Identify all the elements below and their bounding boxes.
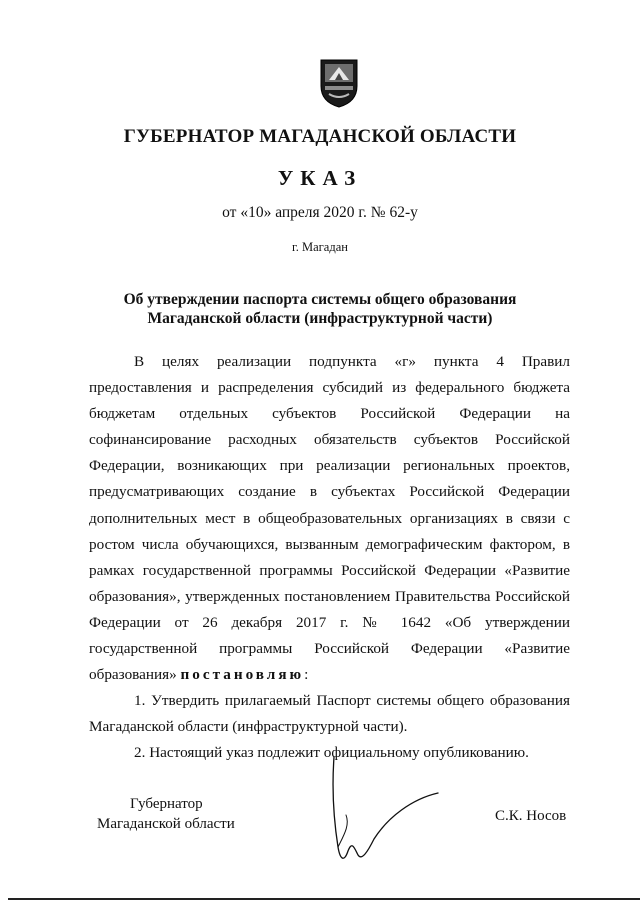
handwritten-signature: [322, 755, 452, 865]
signatory-position-line: Магаданской области: [97, 816, 235, 832]
bottom-rule: [8, 898, 640, 900]
decree-title-line: Магаданской области (инфраструктурной части): [147, 310, 493, 327]
decree-word: постановляю: [180, 666, 305, 684]
preamble-paragraph: [89, 349, 570, 688]
decree-body: [89, 349, 570, 767]
decree-title-line: Об утверждении паспорта системы общего образования: [123, 291, 517, 308]
signatory-position: [97, 794, 235, 834]
decree-item: 2. Настоящий указ подлежит официальному опубликованию.: [134, 744, 529, 762]
document-type: УКАЗ: [277, 166, 363, 190]
date-and-number: от «10» апреля 2020 г. № 62-у: [222, 204, 418, 221]
decree-colon: :: [304, 666, 309, 684]
issuing-authority: ГУБЕРНАТОР МАГАДАНСКОЙ ОБЛАСТИ: [123, 126, 517, 147]
signatory-name: С.К. Носов: [495, 808, 567, 824]
coat-of-arms-icon: [319, 58, 359, 108]
preamble-text: В целях реализации подпункта «г» пункта 4 Правил предоставления и распределения субсидий из федерального бюджета бюджетам отдельных субъектов Российской Федерации на софинансирование расходных обязательств субъектов Российской Федерации, возникающих при реализации региональных проектов, предусматривающих создание в субъектах Российской Федерации дополнительных мест в общеобразовательных организациях в связи с ростом числа обучающихся, вызванным демографическим фактором, в рамках государственной программы Российской Федерации «Развитие образования», утвержденных постановлением Правительства Российской Федерации от 26 декабря 2017 г. № 1642 «Об утверждении государственной программы Российской Федерации «Развитие образования»: [89, 353, 570, 684]
city-of-issue: г. Магадан: [292, 240, 348, 254]
decree-item: 1. Утвердить прилагаемый Паспорт системы общего образования Магаданской области (инфраструктурной части).: [89, 692, 570, 736]
decree-title: [0, 290, 640, 328]
signatory-position-line: Губернатор: [130, 796, 203, 812]
